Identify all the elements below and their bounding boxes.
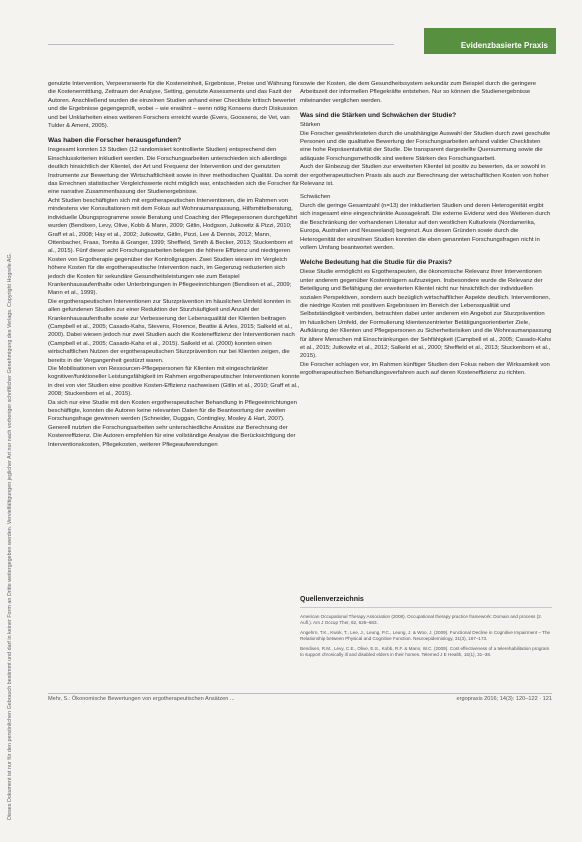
paragraph: Insgesamt konnten 13 Studien (12 randomisiert kontrollierte Studien) entsprechend den Einschlusskriterien inkludiert werden. Die Forschungsarbeiten unterschieden sich allerdings deutlich hinsichtlich der Klientel, der Art und Frequenz der Intervention und der genutzten Instrumente zur Bewertung der Wirtschaftlichkeit sowie in ihrer methodischen Qualität. Da somit das Errechnen statistischer Vergleichswerte nicht möglich war, entschieden sich die Forscher für eine narrative Zusammenfassung der Studienergebnisse.	[48, 147, 300, 196]
paragraph: Auch der Einbezug der Studien zur erweiterten Klientel ist positiv zu bewerten, da er sowohl in der ergotherapeutischen Praxis als auch zur Berechnung der wirtschaftlichen Kosten von hoher Relevanz ist.	[300, 164, 549, 188]
paragraph: Die Mobilisationen von Ressourcen-Pflegepersonen für Klienten mit eingeschränkter kognitiver/funktioneller Leistungsfähigkeit im Rahmen ergotherapeutischer Interventionen konnte in drei von vier Studien eine positive Kosten-Effizienz nachweisen (Gitlin et al., 2010; Graff et al., 2008; Stuckenborn et al., 2015).	[48, 366, 300, 398]
section-banner-label: Evidenzbasierte Praxis	[460, 41, 548, 50]
section-heading: Was sind die Stärken und Schwächen der Studie?	[300, 112, 457, 120]
section-heading: Was haben die Forscher herausgefunden?	[48, 137, 182, 145]
paragraph: Diese Studie ermöglicht es Ergotherapeuten, die ökonomische Relevanz ihrer Interventionen unter anderem gegenüber Kostenträgern aufzuzeigen. Insbesondere wurde die Relevanz der Beteiligung und Befähigung der erweiterten Klientel nicht nur hinsichtlich der individuellen sozialen Perspektiven, sondern auch bezüglich wirtschaftlicher Aspekte deutlich. Interventionen, die niedrige Kosten mit positiven Ergebnissen im Bereich der Lebensqualität und Selbstständigkeit verbinden, betrachten dabei unter anderem ein Angebot zur Sturzprävention im häuslichen Umfeld, der Formulierung klientenzentrierter Betätigungsorientierter Ziele, Aufklärung der Klienten und Pflegepersonen zu Sicherheitsrisiken und die Wohnraumanpassung für ältere Menschen mit Einschränkungen der Sehfähigkeit (Campbell et al., 2005; Casado-Kahs et al., 2015; Jutkowitz et al., 2012; Salkeld et al., 2000; Sheffield et al., 2013; Stuckenborn et al., 2015).	[300, 269, 552, 360]
paragraph: Durch die geringe Gesamtzahl (n=13) der inkludierten Studien und deren Heterogenität ergibt sich insgesamt eine eingeschränkte Aussagekraft. Die externe Evidenz wird des Weiteren durch die Beschränkung der vorhandenen Literatur auf den westlichen Kulturkreis (Nordamerika, Europa, Australien und Neuseeland) begrenzt. Aus diesen Gründen sowie durch die Heterogenität der einzelnen Studien konnten die eben genannten Forschungsfragen nicht in vollem Umfang beantwortet werden.	[300, 202, 551, 251]
paragraph: sowie der Kosten, die dem Gesundheitssystem sekundär zum Beispiel durch die geringere Arbeitszeit der informellen Pflegekräfte entstehen. Nur so können die Studienergebnisse miteinander verglichen werden.	[300, 81, 537, 104]
references-rule	[300, 607, 552, 608]
paragraph: Generell nutzten die Forschungsarbeiten sehr unterschiedliche Ansätze zur Berechnung der Kostenreffizienz. Die Autoren empfehlen für eine vollständige Analyse die Berücksichtigung der Interventionskosten, Pflegekosten, weiterer Pflegeaufwendungen	[48, 424, 296, 448]
right-column	[300, 80, 552, 378]
header-rule	[48, 44, 394, 45]
paragraph: Acht Studien beschäftigten sich mit ergotherapeutischen Interventionen, die im Rahmen von mindestens vier Konsultationen mit dem Fokus auf Wohnraumanpassung, Hilfsmittelberatung, individuelle Übungsprogramme sowie Beratung und Coaching der Pflegepersonen durchgeführt wurden (Bendixen, Levy, Olive, Kobb & Mann, 2009; Gitlin, Hodgson, Jutkowitz & Pizzi, 2010; Graff et al., 2008; Hay et al., 2002; Jutkowitz, Gitlin, Pizzi, Lee & Dennis, 2012; Mann, Ottenbacher, Fraas, Tomita & Granger, 1999; Sheffield, Smith & Becker, 2013; Stuckenborn et al., 2015). Fünf dieser acht Forschungsarbeiten belegen die höhere Effizienz und niedrigeren Kosten von Ergotherapie gegenüber der Kontrollgruppen. Zwei Studien wiesen im Vergleich höhere Kosten für die ergotherapeutische Intervention nach, im Gegenzug reduzierten sich jedoch die Kosten für sekundäre Gesundheitsleistungen wie zum Beispiel Krankenhausaufenthalte oder Unterbringungen in Pflegeeinrichtungen (Bendixen et al., 2009; Mann et al., 1999).	[48, 197, 298, 297]
reference-item: Angehrn, T.K., Kwok, T., Lee, J., Leung, P.C., Leung, J. & Woo, J. (2009). Functional Decline in Cognitive Impairment – The Relationship between Physical and Cognitive Function. Neuroepidemiology, 31(3), 167–173.	[300, 629, 551, 642]
paragraph: Da sich nur eine Studie mit den Kosten ergotherapeutischer Behandlung in Pflegeeinrichtungen beschäftigte, konnten die Autoren keine relevanten Daten für die Beantwortung der zweiten Forschungsfrage gewinnen werden (Schneider, Duggan, Contingley, Mosley & Hart, 2007).	[48, 399, 297, 423]
subheading-strengths: Stärken	[300, 122, 321, 129]
left-column	[48, 80, 300, 449]
paragraph: genutzte Intervention, Verpeersrwerte für die Kosteneinheit, Ergebnisse, Preise und Währung für die Kostenermittlung, Zeitraum der Analyse, Setting, genutzte Assessments und das Fazit der Autoren. Anschließend wurden die einzelnen Studien anhand einer Checkliste kritisch bewertet und die Ergebnisse gegengeprüft, wobei – wie erwähnt – wenn nötig Konsens durch Diskussion und bei Unklarheiten eines weiteren Forschers erreicht wurde (Evers, Goossens, de Vet, van Tulder & Ament, 2005).	[48, 81, 300, 130]
paragraph: Die Forscher gewährleisteten durch die unabhängige Auswahl der Studien durch zwei geschulte Personen und die qualitative Bewertung der Forschungsarbeiten anhand valider Checklisten eine hohe Repräsentativität der Studie. Die transparent dargestellte Quersummung sowie die adäquate Forschungsmethodik sind weitere Stärken des Forschungsarbeit.	[300, 130, 551, 162]
references-title: Quellenverzeichnis	[300, 596, 364, 603]
footer-citation: Mehr, S.: Ökonomische Bewertungen von ergotherapeutischen Ansätzen ...	[48, 696, 235, 702]
subheading-weaknesses: Schwächen	[300, 194, 331, 201]
references-section	[300, 596, 552, 661]
section-heading: Welche Bedeutung hat die Studie für die Praxis?	[300, 259, 452, 267]
reference-item: American Occupational Therapy Association (2008). Occupational therapy practice framework: Domain and process (2. Aufl.). Am J Occup Ther, 62, 625–683.	[300, 614, 542, 626]
footer-rule	[48, 693, 552, 694]
paragraph: Die Forscher schlagen vor, im Rahmen künftiger Studien den Fokus neben der Wirksamkeit von ergotherapeutischen Behandlungsverfahren auch auf deren Kosteneffizienz zu richten.	[300, 361, 550, 377]
copyright-side-note: Dieses Dokument ist nur für den persönlichen Gebrauch bestimmt und darf in keiner Form an Dritte weitergegeben werden. Vervielfältigungen jeglicher Art nur nach vorheriger schriftlicher Genehmigung des Verlags. Copyright Hogrefe AG.	[7, 252, 13, 820]
section-banner	[424, 28, 556, 54]
footer-page-info: ergopraxis 2016; 14(3): 120–122 · 121	[456, 696, 552, 702]
reference-item: Bendixen, R.M., Levy, C.E., Olive, E.S., Kobb, R.F. & Mann, W.C. (2009). Cost effectiveness of a telerehabilitation program to support chronically ill and disabled elders in their homes. Telemed J E Health, 15(1), 31–38.	[300, 645, 550, 658]
paragraph: Die ergotherapeutischen Interventionen zur Sturzprävention im häuslichen Umfeld konnten in allen gefundenen Studien zur einer Reduktion der Sturzhäufigkeit und Anzahl der Krankenhausaufenthalte sowie zur Verbesserung der Lebensqualität der Klienten beitragen (Campbell et al., 2005; Casado-Kahs, Stevens, Florence, Beattie & Arles, 2015; Salkeld et al., 2000). Dabei wiesen jedoch nur zwei Studien auch die Kosteneffizienz der Interventionen nach (Campbell et al., 2005; Casado-Kahs et al., 2015). Salkeld et al. (2000) konnten einen wirtschaftlichen Nutzen der ergotherapeutischen Sturzprävention nur bei Klienten zeigen, die bereits in der Vergangenheit gestürzt waren.	[48, 298, 295, 364]
